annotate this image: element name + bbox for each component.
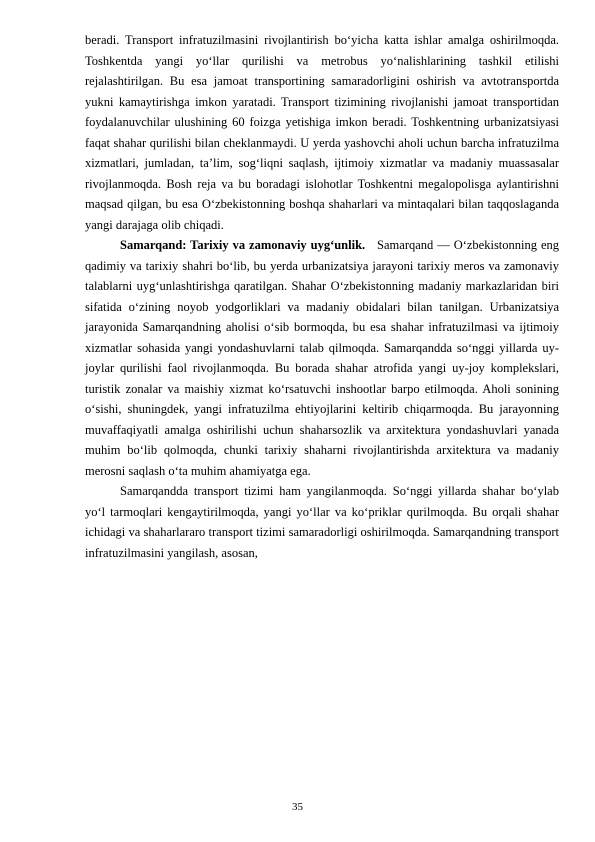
body-text bbox=[85, 30, 559, 563]
paragraph-samarqand-transport: Samarqandda transport tizimi ham yangilanmoqda. So‘nggi yillarda shahar bo‘ylab yo‘l tarmoqlari kengaytirilmoqda, yangi yo‘llar va ko‘priklar qurilmoqda. Bu orqali shahar ichidagi va shaharlararo transport tizimi samaradorligi oshirilmoqda. Samarqandning transport infratuzilmasini yangilash, asosan, bbox=[85, 484, 559, 560]
page-number: 35 bbox=[292, 801, 303, 813]
paragraph-samarqand bbox=[85, 235, 559, 481]
section-heading-samarqand: Samarqand: Tarixiy va zamonaviy uyg‘unlik. bbox=[120, 238, 366, 252]
paragraph-transport-tashkent: beradi. Transport infratuzilmasini rivojlantirish bo‘yicha katta ishlar amalga oshirilmoqda. Toshkentda yangi yo‘llar qurilishi va metrobus yo‘nalishlarining tashkil etilishi rejalashtirilgan. Bu esa jamoat transportining samaradorligini oshirish va avtotransportda yukni kamaytirishga imkon yaratadi. Transport tizimining rivojlanishi jamoat transportidan foydalanuvchilar ulushining 60 foizga yetishiga imkon beradi. Toshkentning urbanizatsiyasi faqat shahar qurilishi bilan cheklanmaydi. U yerda yashovchi aholi uchun barcha infratuzilma xizmatlari, jumladan, ta’lim, sog‘liqni saqlash, ijtimoiy xizmatlar va madaniy muassasalar rivojlanmoqda. Bosh reja va bu boradagi islohotlar Toshkentni megalopolisga aylantirishni maqsad qilgan, bu esa O‘zbekistonning boshqa shaharlari va mintaqalari bilan taqqoslaganda yangi darajaga olib chiqadi. bbox=[85, 33, 559, 232]
paragraph-samarqand-body: Samarqand — O‘zbekistonning eng qadimiy va tarixiy shahri bo‘lib, bu yerda urbanizatsiya jarayoni tarixiy meros va zamonaviy talablarni uyg‘unlashtirishga qaratilgan. Shahar O‘zbekistonning madaniy markazlaridan biri sifatida o‘zining noyob yodgorliklari va madaniy obidalari bilan tanilgan. Urbanizatsiya jarayonida Samarqandning aholisi o‘sib bormoqda, bu esa shahar infratuzilmasi va ijtimoiy xizmatlar sohasida yangi yondashuvlarni talab qilmoqda. Samarqandda so‘nggi yillarda uy-joylar qurilishi faol rivojlanmoqda. Bu borada shahar atrofida yangi uy-joy komplekslari, turistik zonalar va maishiy xizmat ko‘rsatuvchi inshootlar barpo etilmoqda. Aholi sonining o‘sishi, shuningdek, yangi infratuzilma ehtiyojlarini keltirib chiqarmoqda. Bu jarayonning muvaffaqiyatli amalga oshirilishi uchun shaharsozlik va arxitektura yondashuvlari yanada muhim bo‘lib qolmoqda, chunki tarixiy shaharni rivojlantirishda arxitektura va madaniy merosni saqlash o‘ta muhim ahamiyatga ega. bbox=[85, 238, 560, 478]
